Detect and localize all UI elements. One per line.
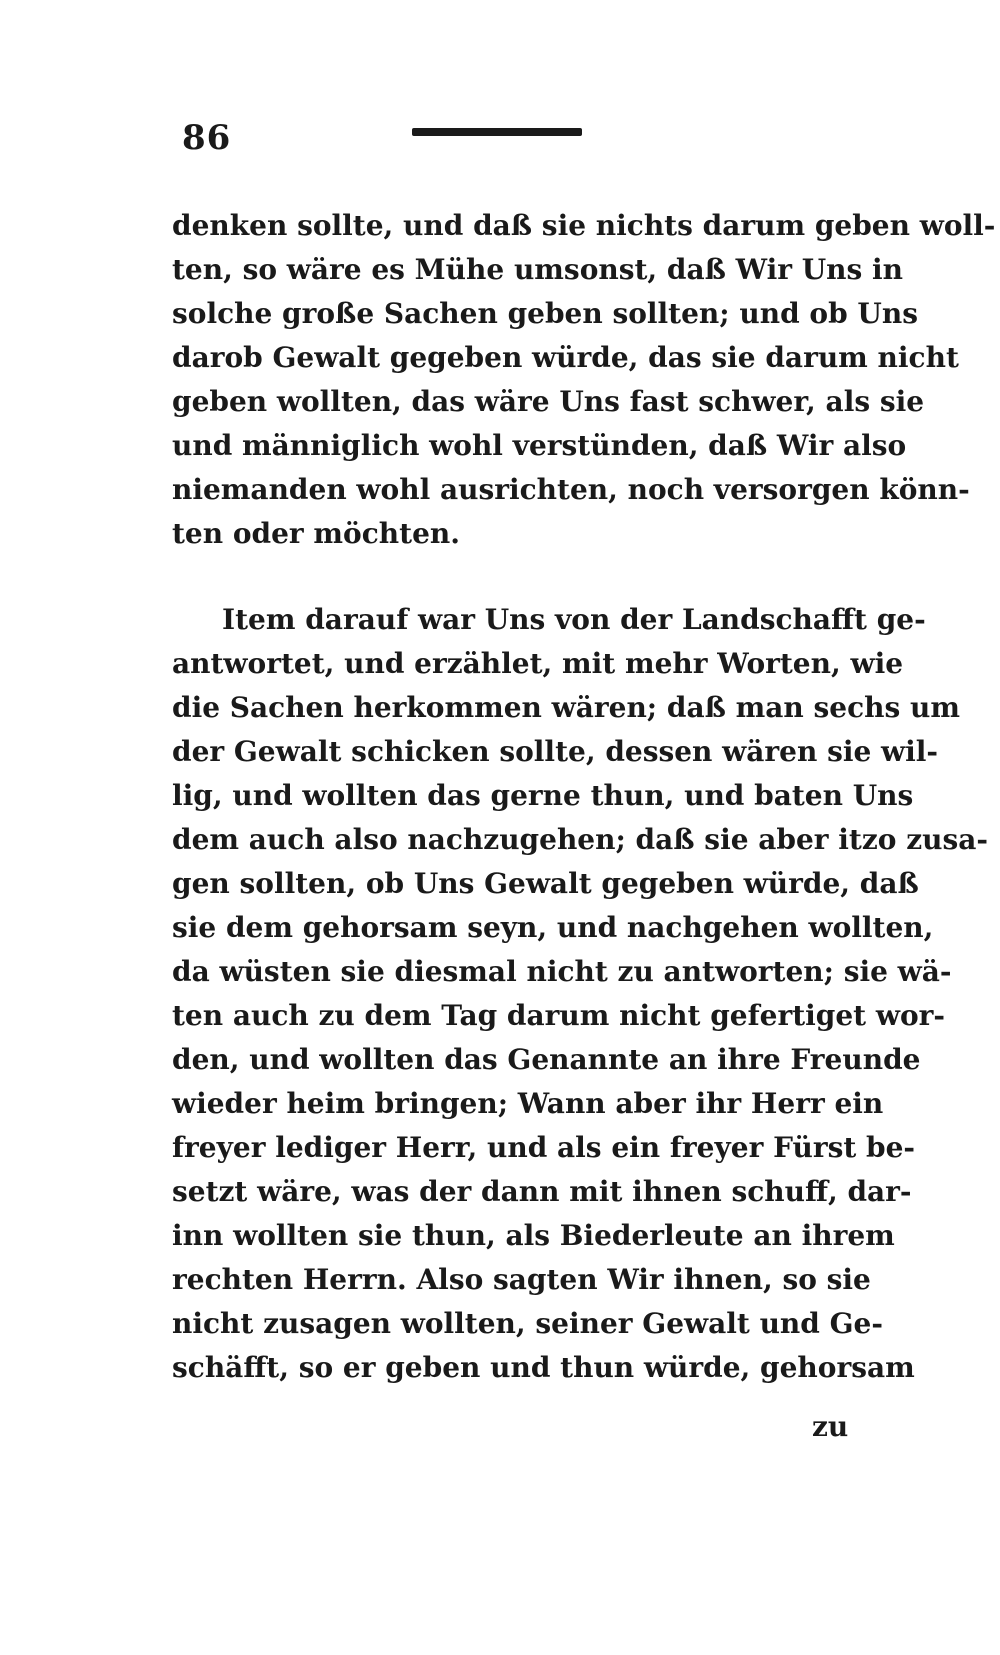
text-line: da wüsten sie diesmal nicht zu antworten; sie wä- <box>172 955 952 988</box>
text-line: ten oder möchten. <box>172 517 460 550</box>
text-line: der Gewalt schicken sollte, dessen wären sie wil- <box>172 735 939 768</box>
catchword: zu <box>812 1410 849 1443</box>
text-line: nicht zusagen wollten, seiner Gewalt und Ge- <box>172 1307 883 1340</box>
text-line: sie dem gehorsam seyn, und nachgehen wollten, <box>172 911 934 944</box>
page-number: 86 <box>182 118 232 158</box>
text-line: wieder heim bringen; Wann aber ihr Herr ein <box>172 1087 884 1120</box>
text-line: darob Gewalt gegeben würde, das sie darum nicht <box>172 341 959 374</box>
text-line: ten auch zu dem Tag darum nicht gefertiget wor- <box>172 999 945 1032</box>
paragraph-2 <box>172 598 988 1390</box>
text-line: schäfft, so er geben und thun würde, gehorsam <box>172 1351 915 1384</box>
text-line: den, und wollten das Genannte an ihre Freunde <box>172 1043 921 1076</box>
text-line: und männiglich wohl verstünden, daß Wir also <box>172 429 907 462</box>
text-line: inn wollten sie thun, als Biederleute an ihrem <box>172 1219 895 1252</box>
paragraph-1 <box>172 204 996 556</box>
header-rule <box>412 128 582 136</box>
text-line: denken sollte, und daß sie nichts darum geben woll- <box>172 209 996 242</box>
text-line: solche große Sachen geben sollten; und ob Uns <box>172 297 918 330</box>
text-line: gen sollten, ob Uns Gewalt gegeben würde, daß <box>172 867 919 900</box>
text-line: dem auch also nachzugehen; daß sie aber itzo zusa- <box>172 823 988 856</box>
text-line: ten, so wäre es Mühe umsonst, daß Wir Uns in <box>172 253 904 286</box>
text-line: freyer lediger Herr, und als ein freyer Fürst be- <box>172 1131 916 1164</box>
text-line: antwortet, und erzählet, mit mehr Worten, wie <box>172 647 904 680</box>
text-line: niemanden wohl ausrichten, noch versorgen könn- <box>172 473 970 506</box>
text-line: geben wollten, das wäre Uns fast schwer, als sie <box>172 385 925 418</box>
text-line: lig, und wollten das gerne thun, und baten Uns <box>172 779 914 812</box>
text-line: setzt wäre, was der dann mit ihnen schuff, dar- <box>172 1175 912 1208</box>
text-line: die Sachen herkommen wären; daß man sechs um <box>172 691 960 724</box>
text-line: Item darauf war Uns von der Landschafft ge- <box>222 603 926 636</box>
text-line: rechten Herrn. Also sagten Wir ihnen, so sie <box>172 1263 871 1296</box>
